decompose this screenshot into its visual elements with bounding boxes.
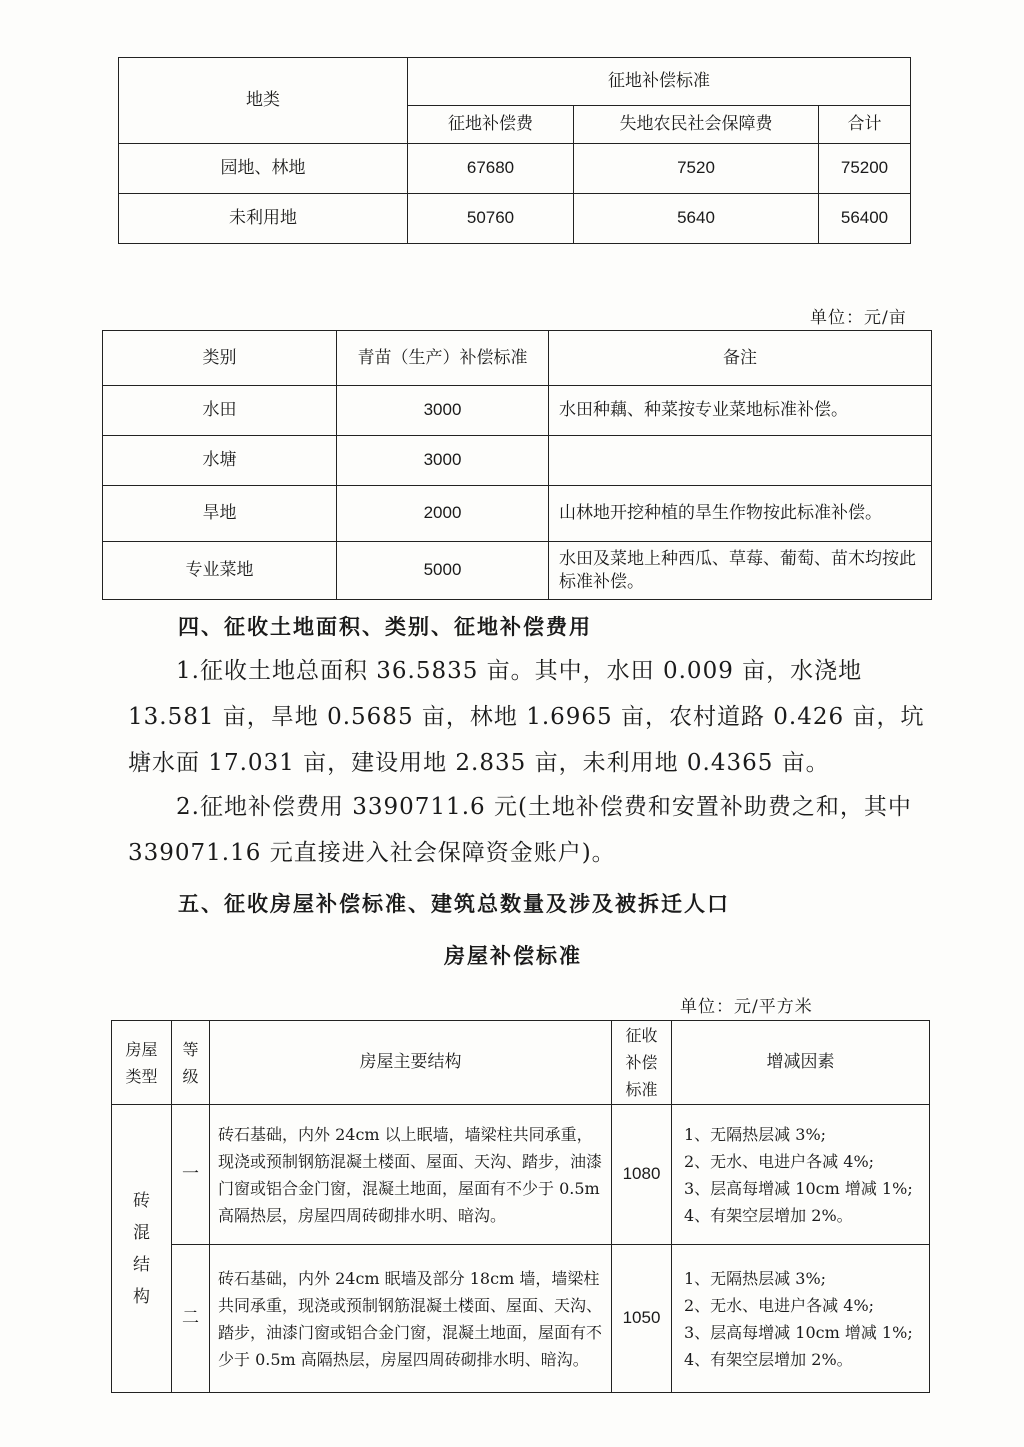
table-row: [119, 144, 911, 194]
grade-cell: 一: [172, 1105, 210, 1245]
header-main-structure: 房屋主要结构: [210, 1021, 612, 1105]
factor-item: 1、无隔热层减 3%;: [684, 1268, 827, 1288]
header-compensation-standard: 征收补偿标准: [612, 1021, 672, 1105]
header-note: 备注: [549, 331, 932, 386]
house-compensation-table: [111, 1020, 930, 1393]
header-crop-standard: 青苗（生产）补偿标准: [337, 331, 549, 386]
factor-item: 1、无隔热层减 3%;: [684, 1124, 827, 1144]
grade-cell: 二: [172, 1245, 210, 1393]
factors-cell: [672, 1245, 930, 1393]
factor-item: 3、层高每增减 10cm 增减 1%;: [684, 1322, 913, 1342]
structure-cell: 砖石基础，内外 24cm 眠墙及部分 18cm 墙，墙梁柱共同承重，现浇或预制钢筋混凝土楼面、屋面、天沟、踏步，油漆门窗或铝合金门窗，混凝土地面，屋面有不少于 0.5m 高隔热层，房屋四周砖砌排水明、暗沟。: [210, 1245, 612, 1393]
standard-cell: 2000: [337, 486, 549, 542]
table2-unit: 单位：元/亩: [810, 308, 907, 328]
note-cell: 水田及菜地上种西瓜、草莓、葡萄、苗木均按此标准补偿。: [549, 542, 932, 600]
standard-cell: 3000: [337, 386, 549, 436]
category-cell: 专业菜地: [103, 542, 337, 600]
factor-item: 4、有架空层增加 2%。: [684, 1349, 853, 1369]
crop-compensation-table: [102, 330, 932, 600]
category-cell: 水塘: [103, 436, 337, 486]
section4-paragraph-2: 2.征地补偿费用 3390711.6 元(土地补偿费和安置补助费之和，其中 339071.16 元直接进入社会保障资金账户)。: [128, 794, 912, 866]
header-adjustment-factors: 增减因素: [672, 1021, 930, 1105]
header-land-type: 地类: [119, 58, 408, 144]
structure-cell: 砖石基础，内外 24cm 以上眠墙，墙梁柱共同承重，现浇或预制钢筋混凝土楼面、屋面、天沟、踏步，油漆门窗或铝合金门窗，混凝土地面，屋面有不少于 0.5m 高隔热层，房屋四周砖砌排水明、暗沟。: [210, 1105, 612, 1245]
header-house-type: 房屋类型: [112, 1021, 172, 1105]
social-security-cell: 5640: [574, 194, 819, 244]
category-cell: 水田: [103, 386, 337, 436]
house-table-title: 房屋补偿标准: [444, 943, 582, 968]
table3-unit: 单位：元/平方米: [680, 997, 813, 1017]
compensation-fee-cell: 67680: [408, 144, 574, 194]
standard-cell: 5000: [337, 542, 549, 600]
social-security-cell: 7520: [574, 144, 819, 194]
category-cell: 旱地: [103, 486, 337, 542]
header-compensation-fee: 征地补偿费: [408, 106, 574, 144]
factor-item: 4、有架空层增加 2%。: [684, 1205, 853, 1225]
standard-cell: 1050: [612, 1245, 672, 1393]
note-cell: [549, 436, 932, 486]
table-row: [103, 386, 932, 436]
factor-item: 2、无水、电进户各减 4%;: [684, 1295, 875, 1315]
compensation-fee-cell: 50760: [408, 194, 574, 244]
total-cell: 56400: [819, 194, 911, 244]
table-row: [103, 486, 932, 542]
note-cell: 山林地开挖种植的旱生作物按此标准补偿。: [549, 486, 932, 542]
table-row: [103, 542, 932, 600]
house-type-cell: 砖混结构: [112, 1105, 172, 1393]
factor-item: 2、无水、电进户各减 4%;: [684, 1151, 875, 1171]
land-compensation-table: [118, 57, 911, 244]
land-type-cell: 未利用地: [119, 194, 408, 244]
header-social-security-fee: 失地农民社会保障费: [574, 106, 819, 144]
table-row: [112, 1105, 930, 1245]
table-row: [112, 1245, 930, 1393]
land-type-cell: 园地、林地: [119, 144, 408, 194]
section5-heading: 五、征收房屋补偿标准、建筑总数量及涉及被拆迁人口: [178, 891, 730, 916]
section4-paragraph-1: 1.征收土地总面积 36.5835 亩。其中，水田 0.009 亩，水浇地 13.581 亩，旱地 0.5685 亩，林地 1.6965 亩，农村道路 0.426 亩，坑塘水面 17.031 亩，建设用地 2.835 亩，未利用地 0.4365 亩。: [128, 658, 925, 776]
table-row: [103, 436, 932, 486]
total-cell: 75200: [819, 144, 911, 194]
factors-cell: [672, 1105, 930, 1245]
standard-cell: 3000: [337, 436, 549, 486]
standard-cell: 1080: [612, 1105, 672, 1245]
factor-item: 3、层高每增减 10cm 增减 1%;: [684, 1178, 913, 1198]
header-compensation-standard: 征地补偿标准: [408, 58, 911, 106]
table-row: [119, 194, 911, 244]
note-cell: 水田种藕、种菜按专业菜地标准补偿。: [549, 386, 932, 436]
header-total: 合计: [819, 106, 911, 144]
header-category: 类别: [103, 331, 337, 386]
section4-heading: 四、征收土地面积、类别、征地补偿费用: [178, 614, 592, 639]
header-grade: 等级: [172, 1021, 210, 1105]
